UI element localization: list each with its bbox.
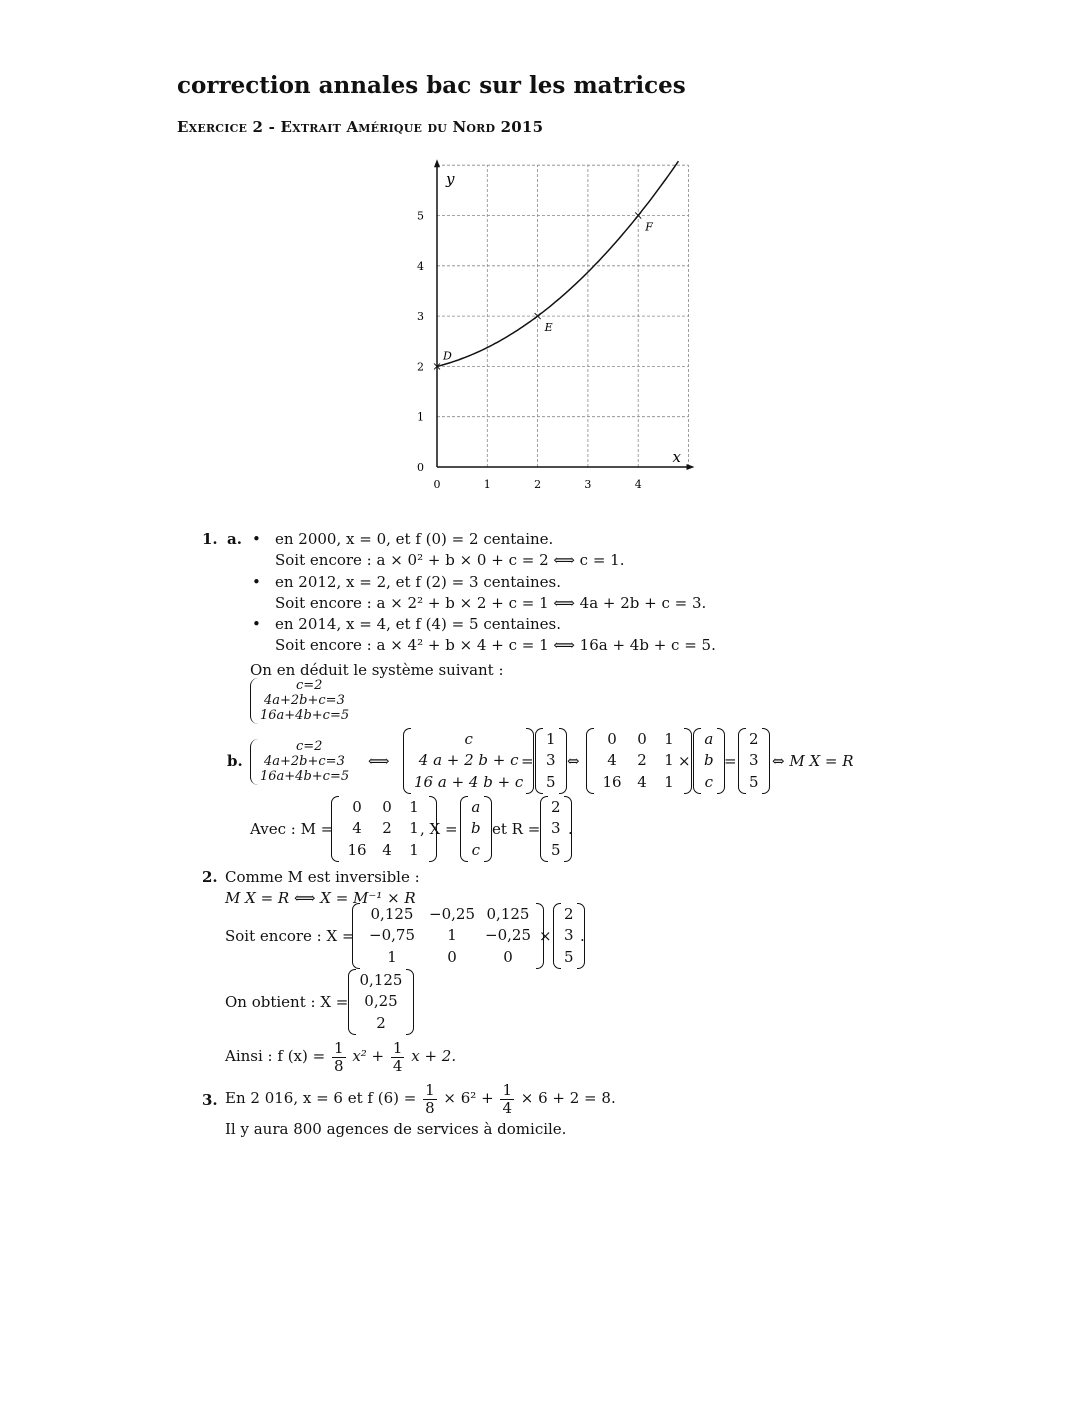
q1a-label: a. [227, 530, 242, 548]
et-r-label: et R = [492, 820, 541, 838]
q3-number: 3. [202, 1091, 218, 1109]
fraction-one-eighth: $\frac{1}{8}$ [425, 1080, 435, 1117]
equals: = [521, 752, 534, 770]
on-obtient-label: On obtient : X = [225, 993, 349, 1011]
q2-number: 2. [202, 868, 218, 886]
bullet-2-line1: en 2012, x = 2, et f (2) = 3 centaines. [275, 573, 562, 591]
bullet-marker: • [252, 530, 261, 548]
matrix-R-q2: 2 3 5 [553, 903, 585, 969]
matrix-X-def: a b c [460, 796, 492, 862]
y-tick-label: 1 [417, 410, 424, 424]
x-eq-label: , X = [420, 820, 458, 838]
matrix-X-result: 0,125 0,25 2 [348, 969, 414, 1035]
system-line: 4a+2b+c=3 [264, 693, 345, 708]
fraction-one-quarter: $\frac{1}{4}$ [502, 1080, 512, 1117]
grid [437, 165, 689, 467]
matrix-R-def: 2 3 5 [540, 796, 572, 862]
system-1 [250, 678, 360, 724]
q2-line2: M X = R ⟺ X = M⁻¹ × R [225, 889, 416, 907]
q1b-label: b. [227, 752, 243, 770]
x-axis-label: x [672, 448, 681, 466]
y-tick-label: 4 [417, 259, 424, 273]
system-line: c=2 [296, 678, 323, 693]
times: × [678, 752, 691, 770]
bullet-1-line2: Soit encore : a × 0² + b × 0 + c = 2 ⟺ c = 1. [275, 551, 625, 569]
y-tick-label: 5 [417, 209, 424, 223]
matrix-M-def: 0 0 1 4 2 1 16 4 1 [331, 796, 437, 862]
y-axis-arrow [434, 159, 440, 167]
matrix-M: 0 0 1 4 2 1 16 4 1 [586, 728, 692, 794]
fraction-one-quarter: $\frac{1}{4}$ [392, 1038, 403, 1075]
x-tick-label: 3 [584, 478, 592, 491]
period: . [568, 820, 573, 838]
mx-equals-r: ⇔ M X = R [772, 752, 854, 770]
bullet-2-line2: Soit encore : a × 2² + b × 2 + c = 1 ⟺ 4a + 2b + c = 3. [275, 594, 707, 612]
bullet-3-line2: Soit encore : a × 4² + b × 4 + c = 1 ⟺ 16a + 4b + c = 5. [275, 636, 716, 654]
bullet-1-line1: en 2000, x = 0, et f (0) = 2 centaine. [275, 530, 554, 548]
point-label-D: D [443, 349, 452, 363]
bullet-marker: • [252, 573, 261, 591]
matrix-R: 2 3 5 [738, 728, 770, 794]
point-marker-F [635, 213, 641, 219]
times: × [539, 927, 552, 945]
axes [434, 159, 695, 470]
column-matrix-abc: c 4 a + 2 b + c 16 a + 4 b + c [403, 728, 534, 794]
period: . [580, 927, 585, 945]
x-tick-label: 1 [483, 478, 491, 491]
system-line: 16a+4b+c=5 [260, 769, 350, 784]
point-label-E: E [544, 321, 553, 335]
y-tick-label: 2 [417, 360, 424, 374]
series-curve [437, 161, 678, 366]
ainsi-formula: Ainsi : f (x) = $\frac{1}{8}$ x² + $\frac{1}{4}$ x + 2. [225, 1038, 457, 1075]
y-tick-label: 0 [417, 461, 424, 474]
q2-line1: Comme M est inversible : [225, 868, 420, 886]
q3-formula: En 2 016, x = 6 et f (6) = $\frac{1}{8}$ × 6² + $\frac{1}{4}$ × 6 + 2 = 8. [225, 1080, 616, 1117]
point-label-F: F [645, 220, 653, 234]
x-axis-arrow [687, 464, 695, 470]
x-tick-label: 0 [433, 478, 441, 491]
system-line: c=2 [296, 739, 323, 754]
equals: = [724, 752, 737, 770]
deduce-text: On en déduit le système suivant : [250, 661, 504, 679]
system-2 [250, 739, 360, 785]
q1-number: 1. [202, 530, 218, 548]
equiv-symbol: ⟺ [368, 752, 390, 770]
page-title: correction annales bac sur les matrices [177, 72, 686, 99]
bullet-marker: • [252, 615, 261, 633]
soit-encore-label: Soit encore : X = [225, 927, 355, 945]
x-tick-label: 2 [534, 478, 542, 491]
matrix-X: a b c [693, 728, 725, 794]
avec-label: Avec : M = [250, 820, 334, 838]
equiv-arrow: ⇔ [567, 752, 580, 770]
system-line: 16a+4b+c=5 [260, 708, 350, 723]
matrix-R-first: 1 3 5 [535, 728, 567, 794]
bullet-3-line1: en 2014, x = 4, et f (4) = 5 centaines. [275, 615, 562, 633]
fraction-one-eighth: $\frac{1}{8}$ [333, 1038, 344, 1075]
system-line: 4a+2b+c=3 [264, 754, 345, 769]
y-axis-label: y [446, 170, 455, 189]
q3-conclusion: Il y aura 800 agences de services à domicile. [225, 1120, 567, 1138]
y-tick-label: 3 [417, 310, 424, 324]
exercise-heading: Exercice 2 - Extrait Amérique du Nord 2015 [177, 118, 544, 136]
function-graph [400, 155, 700, 500]
matrix-M-inverse: 0,125 −0,25 0,125 −0,75 1 −0,25 1 0 0 [352, 903, 544, 969]
x-tick-label: 4 [634, 478, 642, 491]
